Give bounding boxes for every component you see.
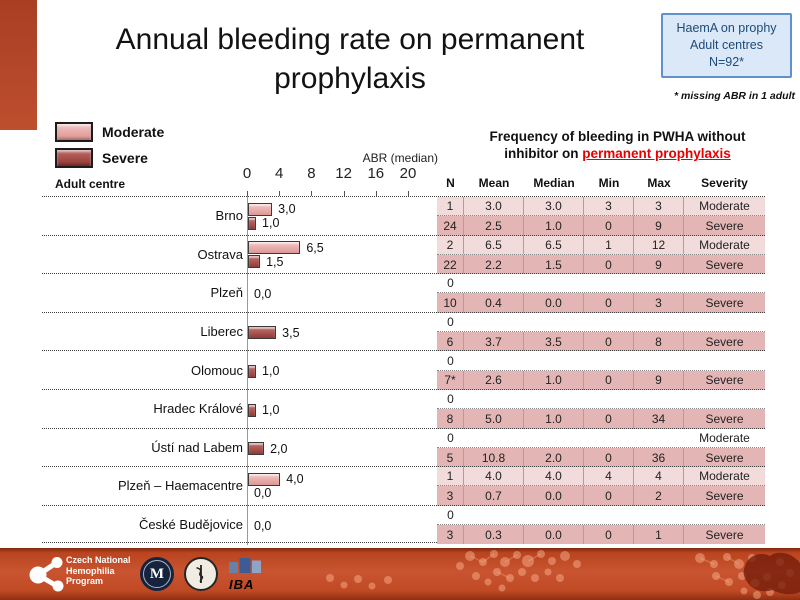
centre-section [42,273,765,312]
centre-table-rows [437,390,765,428]
table-title [445,128,790,162]
table-row-severe [437,293,765,312]
cell-max: 36 [634,448,684,467]
axis-tick: 16 [367,165,385,182]
severe-bar-row [248,364,279,378]
cell-severity: Severe [705,218,744,233]
info-box-line: HaemA on prophy [676,21,777,35]
cell-severity [684,351,765,369]
cell-severity: Severe [705,411,744,426]
moderate-bar-row [248,202,296,216]
cell-n: 24 [437,216,464,235]
cell-median: 0.0 [524,486,584,505]
severe-bar-row [248,287,271,301]
cell-n: 3 [437,486,464,505]
cell-mean: 0.3 [464,525,524,544]
cell-min [584,313,634,331]
moderate-bar-row [248,241,324,255]
cell-mean: 0.4 [464,293,524,312]
col-header-min: Min [598,176,620,190]
centre-table-rows [437,274,765,312]
cell-min: 1 [584,236,634,254]
centre-section [42,428,765,467]
centre-name: Liberec [200,324,243,340]
hemophilia-program-molecule-icon [27,556,67,592]
severe-bar [248,255,260,268]
centre-bars [247,351,437,389]
table-row-severe [437,332,765,351]
cell-severity: Severe [705,527,744,542]
legend-label-severe: Severe [102,150,148,166]
cell-median [524,390,584,408]
col-header-max: Max [647,176,671,190]
info-box-line: Adult centres [690,38,763,52]
cell-max: 9 [634,371,684,390]
cell-min: 0 [584,409,634,428]
axis-tick-numbers [242,165,417,187]
cell-severity: Severe [705,257,744,272]
accent-bar [0,0,37,130]
cell-n: 6 [437,332,464,351]
cell-max [634,390,684,408]
severe-swatch [55,148,93,168]
cell-min [584,429,634,447]
centre-section [42,389,765,428]
severe-bar [248,365,256,378]
cell-median: 1.0 [524,216,584,235]
centre-name: Olomouc [190,362,243,378]
axis-tick: 0 [242,165,252,182]
cell-max: 3 [634,293,684,312]
moderate-bar-value: 6,5 [306,240,324,255]
cell-median: 1.0 [524,409,584,428]
severe-bar-row [248,442,287,456]
cell-max: 1 [634,525,684,544]
cell-min: 0 [584,332,634,351]
cell-max: 4 [634,467,684,485]
severe-bar-row [248,326,300,340]
cell-max: 9 [634,216,684,235]
cell-mean [464,313,524,331]
info-footnote: * missing ABR in 1 adult [674,90,795,102]
cell-n: 5 [437,448,464,467]
col-header-mean: Mean [478,176,510,190]
severe-bar-row [248,216,279,230]
iba-label: IBA [229,577,255,592]
cell-severity: Moderate [699,469,750,484]
centre-name: Plzeň – Haemacentre [117,478,243,494]
table-row-severe [437,486,765,505]
table-title-highlight: permanent prophylaxis [582,146,731,161]
cell-severity: Moderate [699,199,750,214]
cell-max: 2 [634,486,684,505]
cell-min: 3 [584,197,634,215]
severe-bar-value: 2,0 [270,441,288,456]
centre-table-rows [437,351,765,389]
centre-bars [247,467,437,505]
cell-mean: 6.5 [464,236,524,254]
centre-name: Brno [215,208,243,224]
cell-max: 3 [634,197,684,215]
cell-n: 0 [447,392,454,407]
moderate-bar-value: 4,0 [286,472,304,487]
cell-n: 0 [447,276,454,291]
centre-section [42,312,765,351]
legend-row-severe [55,145,164,171]
cell-mean: 3.0 [464,197,524,215]
centre-name: Ostrava [197,246,243,262]
centre-table-rows [437,467,765,505]
cell-mean: 2.6 [464,371,524,390]
severe-bar [248,442,264,455]
cell-mean: 10.8 [464,448,524,467]
moderate-bar [248,473,280,486]
cell-mean [464,351,524,369]
moderate-bar-row [248,472,304,486]
university-seal-icon: M [140,557,174,591]
table-row-moderate [437,274,765,293]
cell-n: 1 [437,467,464,485]
centre-table-rows [437,313,765,351]
centre-bars [247,274,437,312]
cell-severity [684,313,765,331]
cell-severity [684,390,765,408]
cell-severity: Severe [705,450,744,465]
centre-bars [247,313,437,351]
centre-bars [247,236,437,274]
cell-max [634,274,684,292]
cell-mean: 2.2 [464,255,524,274]
col-header-median: Median [533,176,575,190]
cell-n: 7* [437,371,464,390]
cell-median: 0.0 [524,293,584,312]
cell-n: 10 [437,293,464,312]
cell-min: 0 [584,255,634,274]
cell-median: 4.0 [524,467,584,485]
centre-section [42,466,765,505]
table-row-severe [437,448,765,467]
cell-severity: Severe [705,296,744,311]
cell-median: 2.0 [524,448,584,467]
cell-severity: Severe [705,489,744,504]
centre-bars [247,197,437,235]
centre-bars [247,390,437,428]
centre-bars [247,429,437,467]
cell-min: 4 [584,467,634,485]
table-title-line1: Frequency of bleeding in PWHA without [489,129,746,144]
cell-max: 8 [634,332,684,351]
medical-faculty-seal-icon [184,557,218,591]
col-header-severity: Severity [701,176,748,190]
cell-mean: 4.0 [464,467,524,485]
cell-median [524,274,584,292]
severe-bar-row [248,255,283,269]
cell-severity [684,274,765,292]
cell-min: 0 [584,293,634,312]
centre-table-rows [437,236,765,274]
cell-min [584,390,634,408]
centre-table-rows [437,197,765,235]
iba-logo [229,558,269,591]
cell-mean [464,506,524,524]
cell-median: 3.5 [524,332,584,351]
severe-bar-value: 3,5 [282,325,300,340]
centre-table-rows [437,429,765,467]
cell-min [584,351,634,369]
cell-median [524,351,584,369]
cell-median: 3.0 [524,197,584,215]
legend-row-moderate [55,119,164,145]
severe-bar-row [248,486,271,500]
centre-table-rows [437,506,765,543]
cell-n: 2 [437,236,464,254]
cell-min: 0 [584,486,634,505]
legend-label-moderate: Moderate [102,124,165,140]
table-row-moderate [437,197,765,216]
cell-median: 1.5 [524,255,584,274]
centre-bars [247,506,437,543]
cell-n: 3 [437,525,464,544]
cell-median: 0.0 [524,525,584,544]
cell-median [524,313,584,331]
severe-bar-row [248,403,279,417]
centre-name: Ústí nad Labem [151,439,243,455]
table-row-severe [437,525,765,544]
cell-min: 0 [584,525,634,544]
cell-n: 8 [437,409,464,428]
severe-bar [248,217,256,230]
moderate-bar-value: 3,0 [278,202,296,216]
cell-min: 0 [584,371,634,390]
cell-mean [464,390,524,408]
cell-max: 9 [634,255,684,274]
cell-max: 34 [634,409,684,428]
cell-max [634,506,684,524]
cell-max [634,429,684,447]
legend [55,119,164,171]
cell-min: 0 [584,216,634,235]
severe-bar-value: 1,0 [262,364,280,379]
cell-n: 1 [437,197,464,215]
severe-bar [248,404,256,417]
moderate-swatch [55,122,93,142]
cell-mean: 5.0 [464,409,524,428]
table-row-moderate [437,351,765,370]
severe-bar-value: 0,0 [254,287,272,302]
axis-tick: 20 [399,165,417,182]
cell-median: 6.5 [524,236,584,254]
cell-min [584,506,634,524]
cell-mean: 2.5 [464,216,524,235]
info-box [661,13,792,78]
table-row-moderate [437,313,765,332]
cell-median [524,506,584,524]
table-row-severe [437,409,765,428]
severe-bar-value: 1,0 [262,403,280,417]
table-title-line2: inhibitor on permanent prophylaxis [504,146,731,161]
slide-title: Annual bleeding rate on permanent prophylaxis [115,23,585,95]
severe-bar [248,326,276,339]
cell-severity: Moderate [699,430,750,445]
cell-mean [464,274,524,292]
cell-severity: Severe [705,373,744,388]
table-header [437,176,765,190]
severe-bar-row [248,519,271,533]
severe-bar-value: 1,5 [266,254,284,269]
cell-mean [464,429,524,447]
axis-tick: 8 [307,165,316,182]
cell-n: 22 [437,255,464,274]
czech-map-shape [744,553,800,594]
iba-bars-icon [229,558,263,573]
axis-tick: 12 [335,165,352,182]
cell-max [634,351,684,369]
table-row-moderate [437,429,765,448]
cell-mean: 0.7 [464,486,524,505]
cell-n: 0 [447,507,454,522]
cell-max: 12 [634,236,684,254]
footer-band [0,548,800,600]
cell-median: 1.0 [524,371,584,390]
severe-bar-value: 0,0 [254,486,272,501]
cell-severity [684,506,765,524]
table-row-severe [437,216,765,235]
moderate-bar [248,241,300,254]
cell-n: 0 [447,353,454,368]
row-header-label: Adult centre [55,177,126,191]
cell-severity: Moderate [699,237,750,252]
centre-section [42,235,765,274]
centre-name: České Budějovice [138,516,243,532]
cell-min [584,274,634,292]
severe-bar-value: 1,0 [262,216,280,230]
table-row-severe [437,255,765,274]
col-header-n: N [446,176,455,190]
table-row-moderate [437,390,765,409]
cell-severity: Severe [705,334,744,349]
cell-median [524,429,584,447]
cell-n: 0 [447,314,454,329]
cell-max [634,313,684,331]
cell-min: 0 [584,448,634,467]
cell-n: 0 [447,430,454,445]
moderate-bar [248,203,272,216]
centre-section [42,196,765,235]
centre-name: Hradec Králové [153,401,243,417]
program-name: Czech National Hemophilia Program [66,555,131,586]
axis-label: ABR (median) [362,151,438,165]
axis-tick: 4 [275,165,284,182]
centre-section [42,350,765,389]
info-box-line: N=92* [708,55,745,69]
table-row-moderate [437,236,765,255]
table-row-moderate [437,506,765,525]
centre-name: Plzeň [210,285,243,301]
table-row-moderate [437,467,765,486]
centre-section [42,505,765,544]
table-row-severe [437,371,765,390]
rows-host [42,196,765,544]
severe-bar-value: 0,0 [254,518,272,533]
cell-mean: 3.7 [464,332,524,351]
